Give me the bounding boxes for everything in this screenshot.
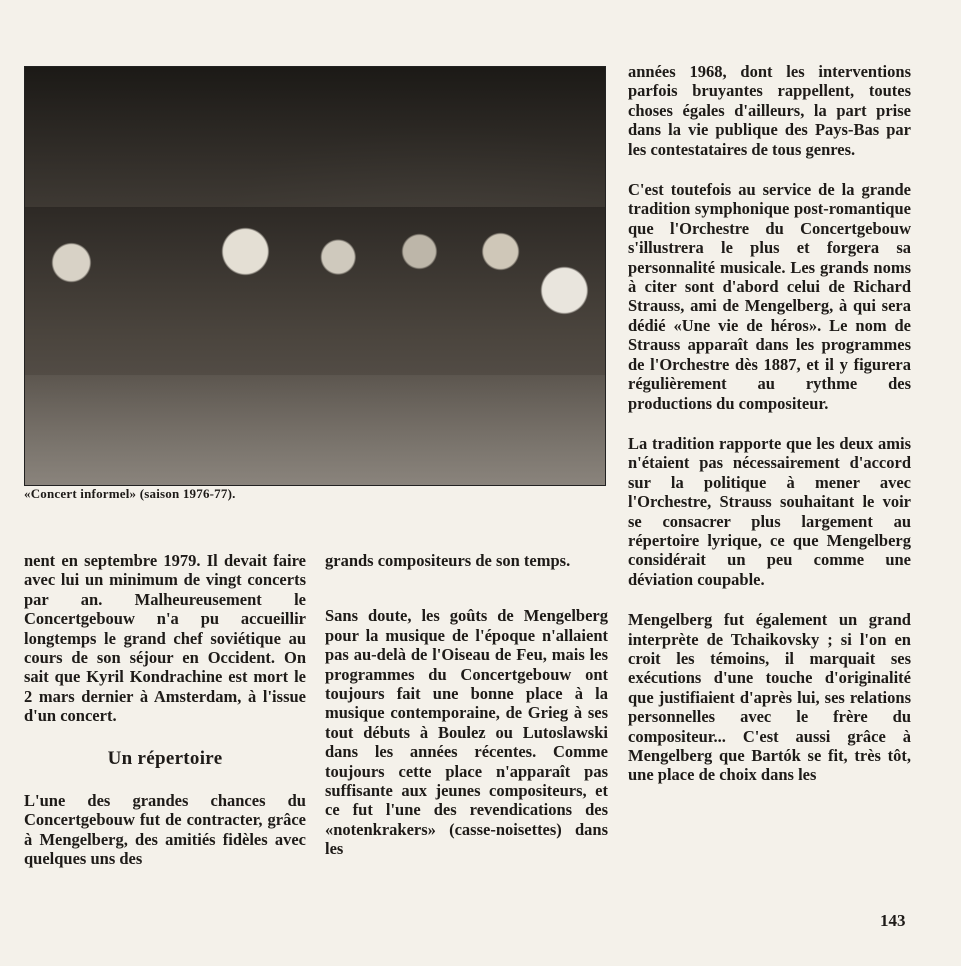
paragraph: Sans doute, les goûts de Mengelberg pour la musique de l'époque n'allaient pas au-delà de l'Oiseau de Feu, mais les programmes du Concertgebouw ont toujours fait une bonne place à la musique contemporaine, de Grieg à ses tout débuts à Boulez ou Lutoslawski dans les années récentes. Comme toujours cette place n'apparaît pas suffisante aux jeunes compositeurs, et ce fut l'une des revendications des «notenkrakers» (casse-noisettes) dans les: [325, 606, 608, 859]
photo-hall-wall: [25, 67, 605, 217]
text-column-3: [628, 62, 911, 806]
text-column-2: [325, 551, 608, 880]
text-column-1: [24, 551, 306, 890]
paragraph: nent en septembre 1979. Il devait faire avec lui un minimum de vingt concerts par an. Malheureusement le Concertgebouw n'a pu accueillir longtemps le grand chef soviétique au cours de son séjour en Occident. On sait que Kyril Kondrachine est mort le 2 mars dernier à Amsterdam, à l'issue d'un concert.: [24, 551, 306, 726]
paragraph: La tradition rapporte que les deux amis n'étaient pas nécessairement d'accord sur la politique à mener avec l'Orchestre, Strauss souhaitant le voir se consacrer plus largement au répertoire lyrique, ce que Mengelberg considérait un peu comme une déviation coupable.: [628, 433, 911, 589]
page-number: 143: [880, 911, 906, 930]
section-heading: Un répertoire: [107, 747, 223, 769]
paragraph: années 1968, dont les interventions parfois bruyantes rappellent, toutes choses égales d'ailleurs, la part prise dans la vie publique des Pays-Bas par les contestataires de tous genres.: [628, 62, 911, 159]
paragraph: grands compositeurs de son temps.: [325, 551, 571, 570]
paragraph: Mengelberg fut également un grand interprète de Tchaikovsky ; si l'on en croit les témoins, il marquait ses exécutions d'une touche d'originalité que justifiaient d'après lui, ses relations personnelles avec le frère du compositeur... C'est aussi grâce à Mengelberg que Bartók se fit, très tôt, une place de choix dans les: [628, 610, 911, 785]
photo-caption: «Concert informel» (saison 1976-77).: [24, 486, 236, 501]
paragraph: L'une des grandes chances du Concertgebouw fut de contracter, grâce à Mengelberg, des amitiés fidèles avec quelques uns des: [24, 791, 306, 869]
concert-photo: [24, 66, 606, 486]
photo-floor: [25, 375, 605, 485]
paragraph: C'est toutefois au service de la grande tradition symphonique post-romantique que l'Orchestre du Concertgebouw s'illustrera le plus et forgera sa personnalité musicale. Les grands noms à citer sont d'abord celui de Richard Strauss, ami de Mengelberg, à qui sera dédié «Une vie de héros». Le nom de Strauss apparaît dans les programmes de l'Orchestre dès 1887, et il y figurera régulièrement au rythme des productions du compositeur.: [628, 180, 911, 413]
